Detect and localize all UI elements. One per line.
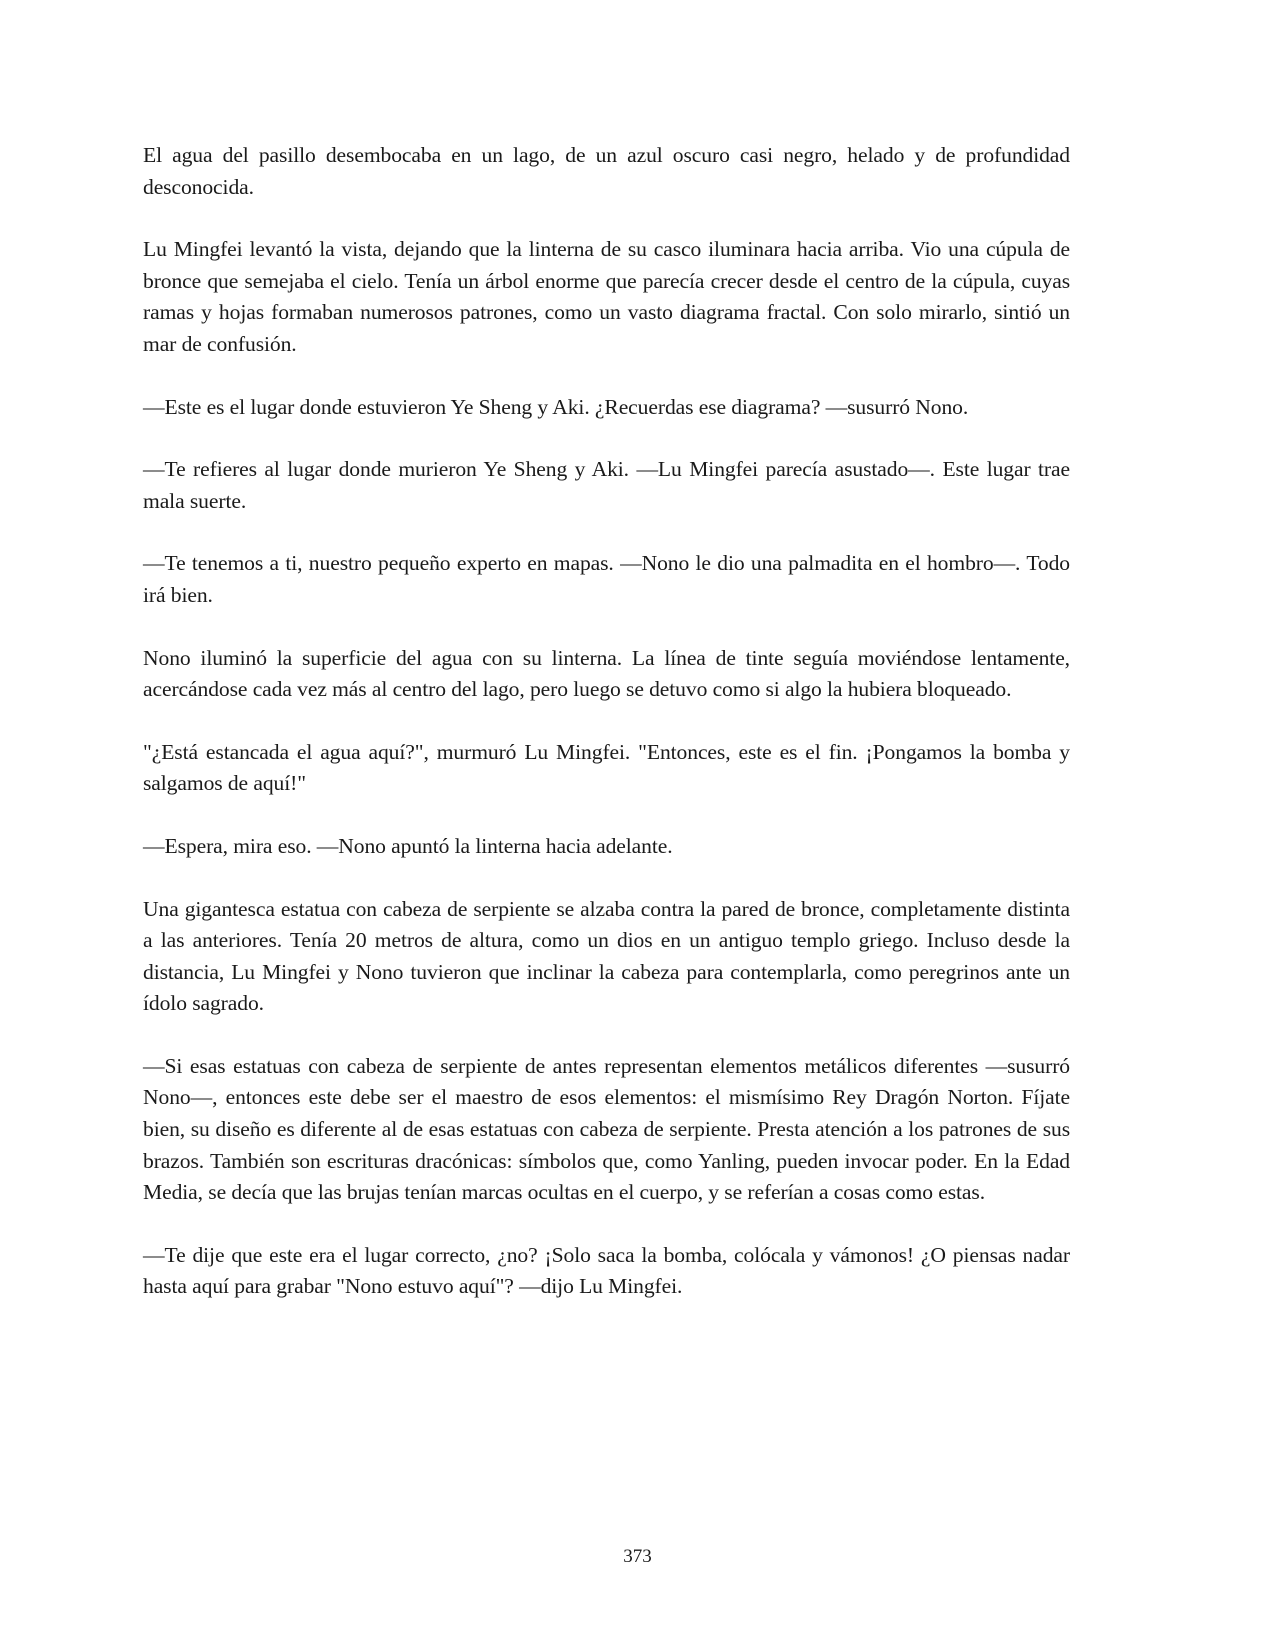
paragraph: —Te dije que este era el lugar correcto, ¿no? ¡Solo saca la bomba, colócala y vámonos! ¿O piensas nadar hasta aquí para grabar "Nono estuvo aquí"? —dijo Lu Mingfei. (143, 1242, 1070, 1299)
page-body (143, 140, 1070, 1334)
paragraph: —Si esas estatuas con cabeza de serpiente de antes representan elementos metálicos diferentes —susurró Nono—, entonces este debe ser el maestro de esos elementos: el mismísimo Rey Dragón Norton. Fíjate bien, su diseño es diferente al de esas estatuas con cabeza de serpiente. Presta atención a los patrones de sus brazos. También son escrituras dracónicas: símbolos que, como Yanling, pueden invocar poder. En la Edad Media, se decía que las brujas tenían marcas ocultas en el cuerpo, y se referían a cosas como estas. (143, 1053, 1070, 1205)
paragraph: Una gigantesca estatua con cabeza de serpiente se alzaba contra la pared de bronce, completamente distinta a las anteriores. Tenía 20 metros de altura, como un dios en un antiguo templo griego. Incluso desde la distancia, Lu Mingfei y Nono tuvieron que inclinar la cabeza para contemplarla, como peregrinos ante un ídolo sagrado. (143, 896, 1070, 1016)
page-number: 373 (623, 1546, 652, 1567)
paragraph: —Te tenemos a ti, nuestro pequeño experto en mapas. —Nono le dio una palmadita en el hombro—. Todo irá bien. (143, 551, 1070, 607)
paragraph: Nono iluminó la superficie del agua con su linterna. La línea de tinte seguía moviéndose lentamente, acercándose cada vez más al centro del lago, pero luego se detuvo como si algo la hubiera bloqueado. (143, 645, 1070, 702)
paragraph: —Espera, mira eso. —Nono apuntó la linterna hacia adelante. (143, 833, 673, 858)
paragraph: —Este es el lugar donde estuvieron Ye Sheng y Aki. ¿Recuerdas ese diagrama? —susurró Nono. (143, 394, 969, 419)
paragraph: El agua del pasillo desembocaba en un lago, de un azul oscuro casi negro, helado y de profundidad desconocida. (143, 143, 1070, 199)
paragraph: Lu Mingfei levantó la vista, dejando que la linterna de su casco iluminara hacia arriba. Vio una cúpula de bronce que semejaba el cielo. Tenía un árbol enorme que parecía crecer desde el centro de la cúpula, cuyas ramas y hojas formaban numerosos patrones, como un vasto diagrama fractal. Con solo mirarlo, sintió un mar de confusión. (143, 237, 1070, 356)
paragraph: —Te refieres al lugar donde murieron Ye Sheng y Aki. —Lu Mingfei parecía asustado—. Este lugar trae mala suerte. (143, 457, 1070, 513)
paragraph: "¿Está estancada el agua aquí?", murmuró Lu Mingfei. "Entonces, este es el fin. ¡Pongamos la bomba y salgamos de aquí!" (143, 739, 1070, 796)
